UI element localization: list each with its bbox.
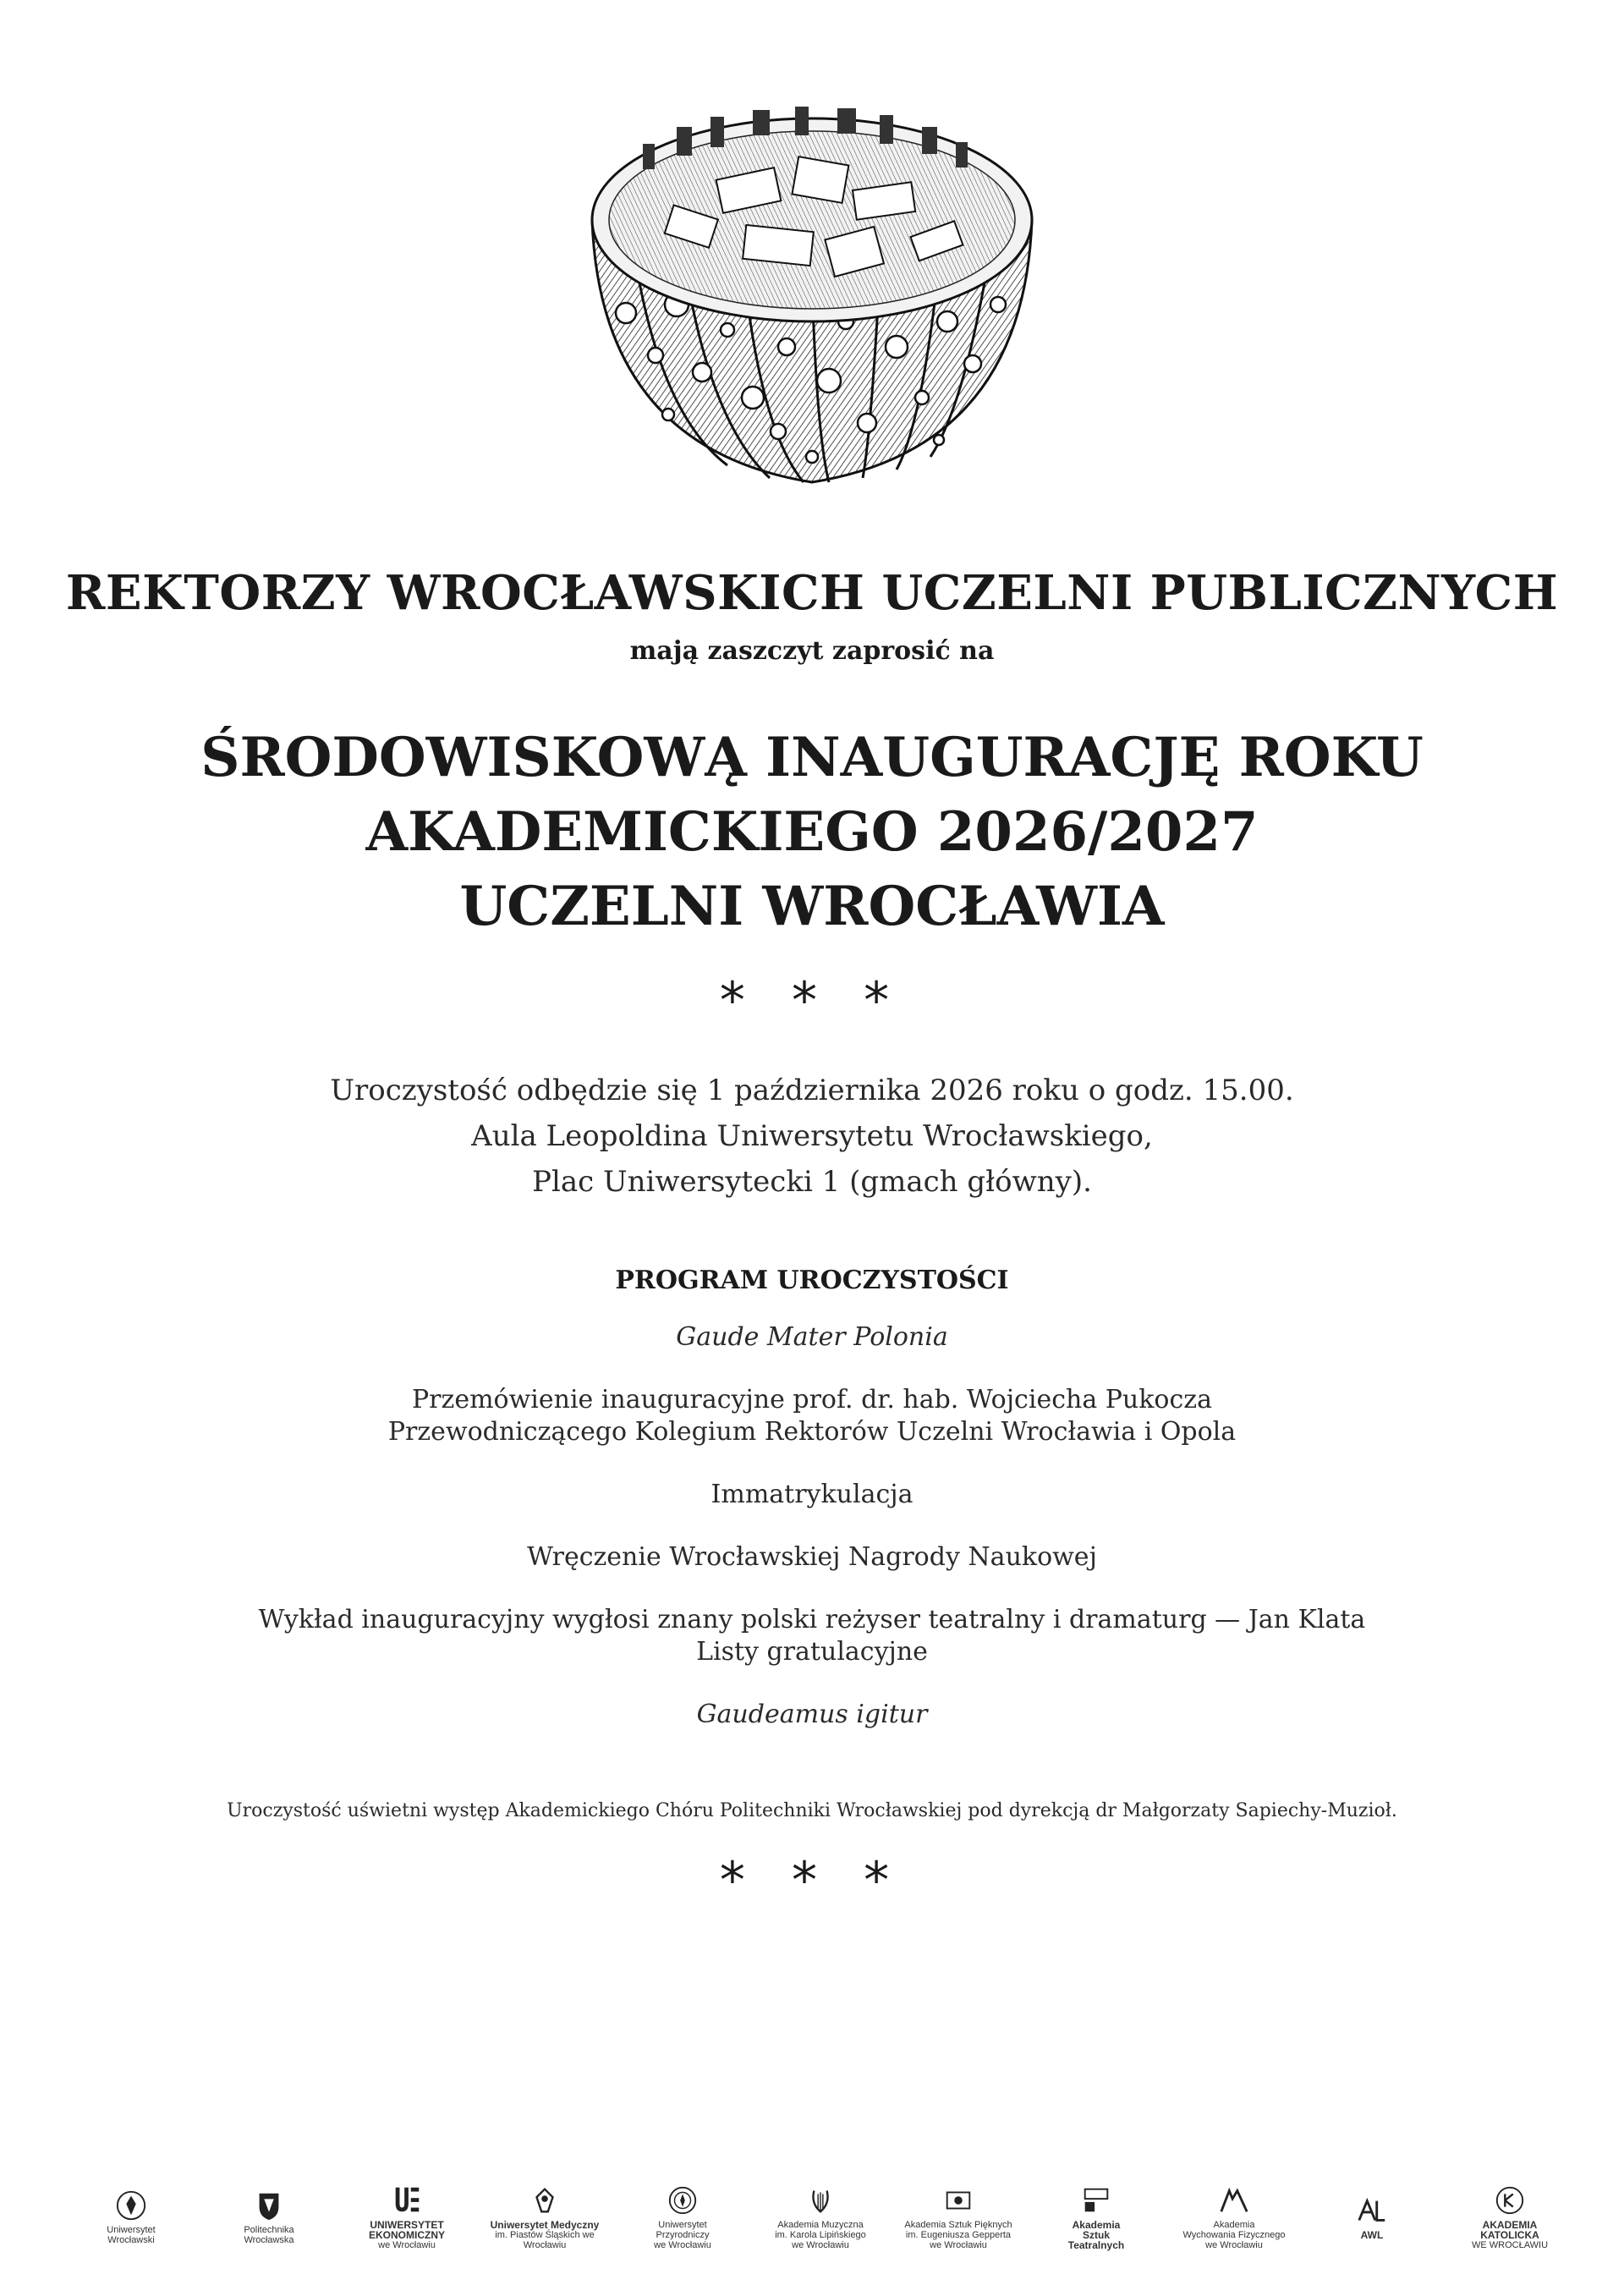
event-date-line: Uroczystość odbędzie się 1 października 2026 roku o godz. 15.00. (330, 1074, 1294, 1107)
logo-label: Uniwersytet (658, 2220, 707, 2230)
logo-label: Wrocławska (244, 2235, 294, 2245)
logo-uniwersytet-medyczny (490, 2184, 600, 2250)
program-heading: PROGRAM UROCZYSTOŚCI (615, 1266, 1009, 1295)
logo-politechnika-wroclawska (214, 2189, 324, 2245)
logo-awf (1179, 2184, 1289, 2250)
program-item-line: Wykład inauguracyjny wygłosi znany polski reżyser teatralny i dramaturg — Jan Klata (258, 1605, 1366, 1634)
logo-label: AWL (1360, 2229, 1384, 2241)
city-globe-illustration (575, 93, 1049, 491)
logo-label: AKADEMIA KATOLICKA (1480, 2219, 1539, 2241)
logo-akademia-muzyczna (765, 2184, 875, 2250)
logo-label: im. Karola Lipińskiego (775, 2230, 866, 2240)
event-title-line-3: UCZELNI WROCŁAWIA (459, 875, 1165, 938)
program-item: Wręczenie Wrocławskiej Nagrody Naukowej (527, 1542, 1097, 1572)
program-item (0, 1384, 1624, 1448)
event-title (0, 721, 1624, 944)
logo-label: Przyrodniczy (656, 2230, 710, 2240)
program-item-line: Przewodniczącego Kolegium Rektorów Uczelni Wrocławia i Opola (387, 1417, 1237, 1447)
logo-label: we Wrocławiu (1205, 2240, 1263, 2250)
circle-monogram-icon (1494, 2184, 1526, 2216)
logo-label: Teatralnych (1067, 2239, 1125, 2251)
separator-top: * * * (719, 971, 905, 1030)
awf-emblem-icon (1218, 2184, 1250, 2216)
logo-label: we Wrocławiu (654, 2240, 711, 2250)
logo-asp (903, 2184, 1013, 2250)
logo-label: Wychowania Fizycznego (1182, 2230, 1286, 2240)
program-item: Immatrykulacja (710, 1480, 914, 1509)
logo-uniwersytet-przyrodniczy (628, 2184, 738, 2250)
program-item: Gaude Mater Polonia (676, 1322, 948, 1352)
logo-label: UNIWERSYTET (370, 2219, 444, 2231)
university-logos (76, 2179, 1565, 2255)
logo-label: we Wrocławiu (792, 2240, 849, 2250)
awl-emblem-icon (1356, 2194, 1388, 2227)
invitation-line: mają zaszczyt zaprosić na (629, 636, 995, 666)
shield-crest-icon (253, 2189, 285, 2222)
event-title-line-2: AKADEMICKIEGO 2026/2027 (365, 800, 1259, 864)
logo-uniwersytet-wroclawski (76, 2189, 186, 2245)
ue-monogram-icon (391, 2184, 423, 2216)
logo-label: Akademia Muzyczna (777, 2220, 864, 2230)
logo-label: Akademia (1072, 2219, 1121, 2231)
event-venue-line: Aula Leopoldina Uniwersytetu Wrocławskiego, (471, 1119, 1153, 1153)
logo-label: im. Piastów Śląskich we Wrocławiu (495, 2230, 595, 2250)
logo-label: Uniwersytet (107, 2225, 156, 2235)
program-item: Gaudeamus igitur (696, 1700, 928, 1729)
logo-uniwersytet-ekonomiczny (352, 2184, 462, 2250)
event-details (0, 1068, 1624, 1205)
hosts-heading: REKTORZY WROCŁAWSKICH UCZELNI PUBLICZNYCH (65, 565, 1559, 621)
logo-akademia-katolicka (1455, 2184, 1565, 2250)
program-item (0, 1604, 1624, 1668)
logo-label: Wrocławski (107, 2235, 155, 2245)
separator-bottom: * * * (719, 1851, 905, 1910)
logo-label: Politechnika (244, 2225, 294, 2235)
logo-label: WE WROCŁAWIU (1471, 2240, 1549, 2250)
logo-label: im. Eugeniusza Gepperta (905, 2230, 1012, 2240)
logo-ast (1041, 2184, 1151, 2250)
logo-label: Akademia Sztuk Pięknych (904, 2220, 1012, 2230)
program-item-line: Przemówienie inauguracyjne prof. dr. hab. Wojciecha Pukocza (412, 1385, 1212, 1414)
eagle-crest-icon (115, 2189, 147, 2222)
logo-label: EKONOMICZNY (369, 2229, 445, 2241)
event-title-line-1: ŚRODOWISKOWĄ INAUGURACJĘ ROKU (200, 726, 1424, 789)
ast-emblem-icon (1080, 2184, 1112, 2216)
logo-label: we Wrocławiu (930, 2240, 987, 2250)
lyre-icon (804, 2184, 837, 2216)
event-address-line: Plac Uniwersytecki 1 (gmach główny). (532, 1165, 1092, 1199)
logo-label: we Wrocławiu (378, 2240, 436, 2250)
program-list (0, 1321, 1624, 1761)
program-item-line: Listy gratulacyjne (696, 1637, 928, 1667)
choir-note: Uroczystość uświetni występ Akademickiego Chóru Politechniki Wrocławskiej pod dyrekcją dr Małgorzaty Sapiechy-Muzioł. (227, 1800, 1397, 1821)
round-seal-icon (667, 2184, 699, 2216)
logo-label: Uniwersytet Medyczny (490, 2219, 600, 2231)
logo-label: Sztuk (1082, 2229, 1110, 2241)
eagle-crest-icon (529, 2184, 561, 2216)
logo-label: Akademia (1213, 2220, 1255, 2230)
asp-emblem-icon (942, 2184, 974, 2216)
logo-awl (1317, 2194, 1427, 2240)
